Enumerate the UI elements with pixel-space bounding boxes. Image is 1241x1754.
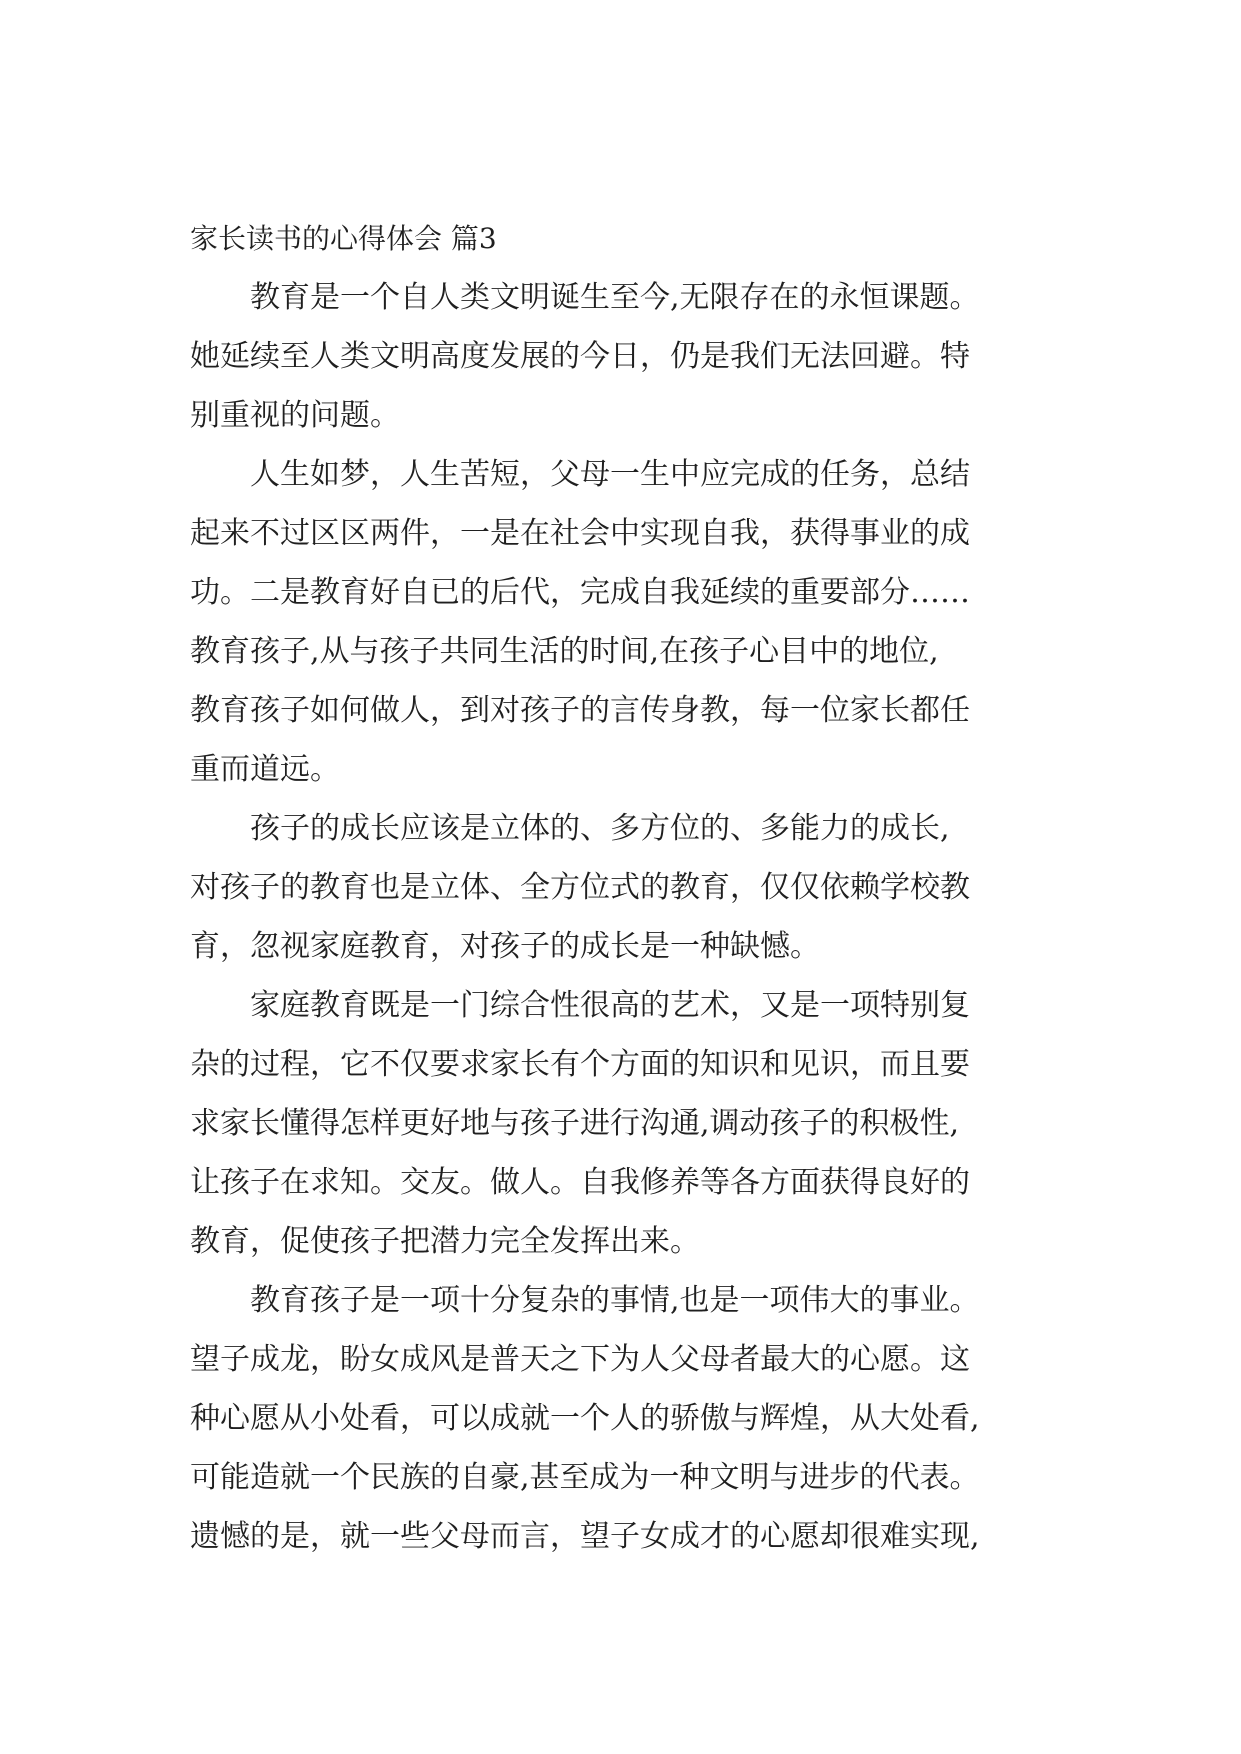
text-line: 孩子的成长应该是立体的、多方位的、多能力的成长, — [250, 811, 950, 846]
text-line: 家庭教育既是一门综合性很高的艺术，又是一项特别复 — [250, 988, 970, 1023]
text-line: 望子成龙，盼女成风是普天之下为人父母者最大的心愿。这 — [190, 1342, 970, 1377]
paragraph-1 — [190, 268, 1090, 445]
text-line: 教育孩子是一项十分复杂的事情,也是一项伟大的事业。 — [250, 1283, 980, 1318]
text-line: 起来不过区区两件，一是在社会中实现自我，获得事业的成 — [190, 516, 970, 551]
text-line: 教育孩子,从与孩子共同生活的时间,在孩子心目中的地位, — [190, 634, 939, 669]
text-line: 教育孩子如何做人，到对孩子的言传身教，每一位家长都任 — [190, 693, 970, 728]
text-line: 遗憾的是，就一些父母而言，望子女成才的心愿却很难实现, — [190, 1519, 980, 1554]
text-line: 她延续至人类文明高度发展的今日，仍是我们无法回避。特 — [190, 339, 970, 374]
text-line: 育，忽视家庭教育，对孩子的成长是一种缺憾。 — [190, 929, 820, 964]
text-line: 教育是一个自人类文明诞生至今,无限存在的永恒课题。 — [250, 280, 980, 315]
text-line: 种心愿从小处看，可以成就一个人的骄傲与辉煌，从大处看, — [190, 1401, 980, 1436]
text-line: 重而道远。 — [190, 752, 340, 787]
text-line: 别重视的问题。 — [190, 398, 400, 433]
paragraph-2 — [190, 445, 1090, 799]
text-line: 可能造就一个民族的自豪,甚至成为一种文明与进步的代表。 — [190, 1460, 980, 1495]
text-line: 对孩子的教育也是立体、全方位式的教育，仅仅依赖学校教 — [190, 870, 970, 905]
text-line: 杂的过程，它不仅要求家长有个方面的知识和见识，而且要 — [190, 1047, 970, 1082]
document-title: 家长读书的心得体会 篇3 — [190, 222, 497, 255]
document-body — [190, 222, 1090, 1566]
text-line: 求家长懂得怎样更好地与孩子进行沟通,调动孩子的积极性, — [190, 1106, 960, 1141]
text-line: 功。二是教育好自已的后代，完成自我延续的重要部分…… — [190, 575, 970, 610]
paragraph-3 — [190, 799, 1090, 976]
paragraph-4 — [190, 976, 1090, 1271]
text-line: 人生如梦，人生苦短，父母一生中应完成的任务，总结 — [250, 457, 970, 492]
text-line: 让孩子在求知。交友。做人。自我修养等各方面获得良好的 — [190, 1165, 970, 1200]
paragraph-5 — [190, 1271, 1090, 1566]
text-line: 教育，促使孩子把潜力完全发挥出来。 — [190, 1224, 700, 1259]
